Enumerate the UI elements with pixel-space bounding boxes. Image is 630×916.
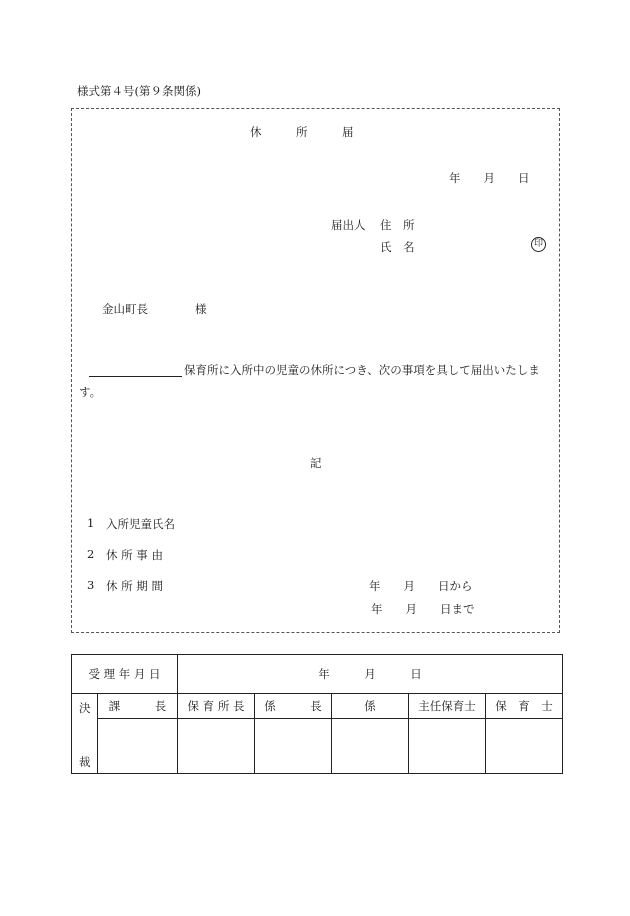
- period-to: 年 月 日まで: [371, 602, 475, 616]
- address-label: 住 所: [380, 218, 415, 232]
- decision-label-top: 決: [79, 701, 91, 715]
- form-number: 様式第４号(第９条関係): [77, 84, 201, 98]
- name-label: 氏 名: [380, 240, 415, 254]
- addressee-name: 金山町長: [102, 302, 148, 316]
- seal-mark: 印: [531, 237, 546, 252]
- item-2-label: 休 所 事 由: [106, 548, 163, 562]
- column-nursery-director: 保 育 所 長: [178, 694, 255, 719]
- column-subsection-chief: 係 長: [255, 694, 332, 719]
- column-nursery-teacher: 保 育 士: [486, 694, 563, 719]
- form-title: 休 所 届: [250, 125, 354, 139]
- column-section-chief: 課 長: [98, 694, 178, 719]
- item-2-number: 2: [87, 547, 95, 561]
- submission-date: 年 月 日: [449, 171, 530, 185]
- stamp-cell-nursery-director: [178, 719, 255, 774]
- addressee-honorific: 様: [195, 302, 207, 316]
- item-3-number: 3: [87, 578, 95, 592]
- approval-table: [71, 654, 563, 774]
- item-1-number: 1: [87, 516, 95, 530]
- column-chief-nursery-teacher: 主任保育士: [409, 694, 486, 719]
- decision-label-bottom: 裁: [79, 755, 91, 769]
- stamp-cell-chief-nursery-teacher: [409, 719, 486, 774]
- stamp-cell-nursery-teacher: [486, 719, 563, 774]
- column-staff: 係: [332, 694, 409, 719]
- ki-heading: 記: [310, 456, 322, 470]
- item-3-label: 休 所 期 間: [106, 579, 163, 593]
- period-from: 年 月 日から: [369, 579, 473, 593]
- body-text-line1: 保育所に入所中の児童の休所につき、次の事項を具して届出いたしま: [184, 363, 540, 377]
- guardian-name-blank: [89, 376, 182, 377]
- received-date-value: 年 月 日: [178, 655, 563, 694]
- item-1-label: 入所児童氏名: [106, 517, 175, 531]
- decision-cell: [72, 694, 98, 774]
- stamp-cell-staff: [332, 719, 409, 774]
- stamp-cell-subsection-chief: [255, 719, 332, 774]
- notifier-label: 届出人: [331, 218, 366, 232]
- stamp-cell-section-chief: [98, 719, 178, 774]
- received-date-label: 受 理 年 月 日: [72, 655, 178, 694]
- body-text-line2: す。: [79, 385, 102, 399]
